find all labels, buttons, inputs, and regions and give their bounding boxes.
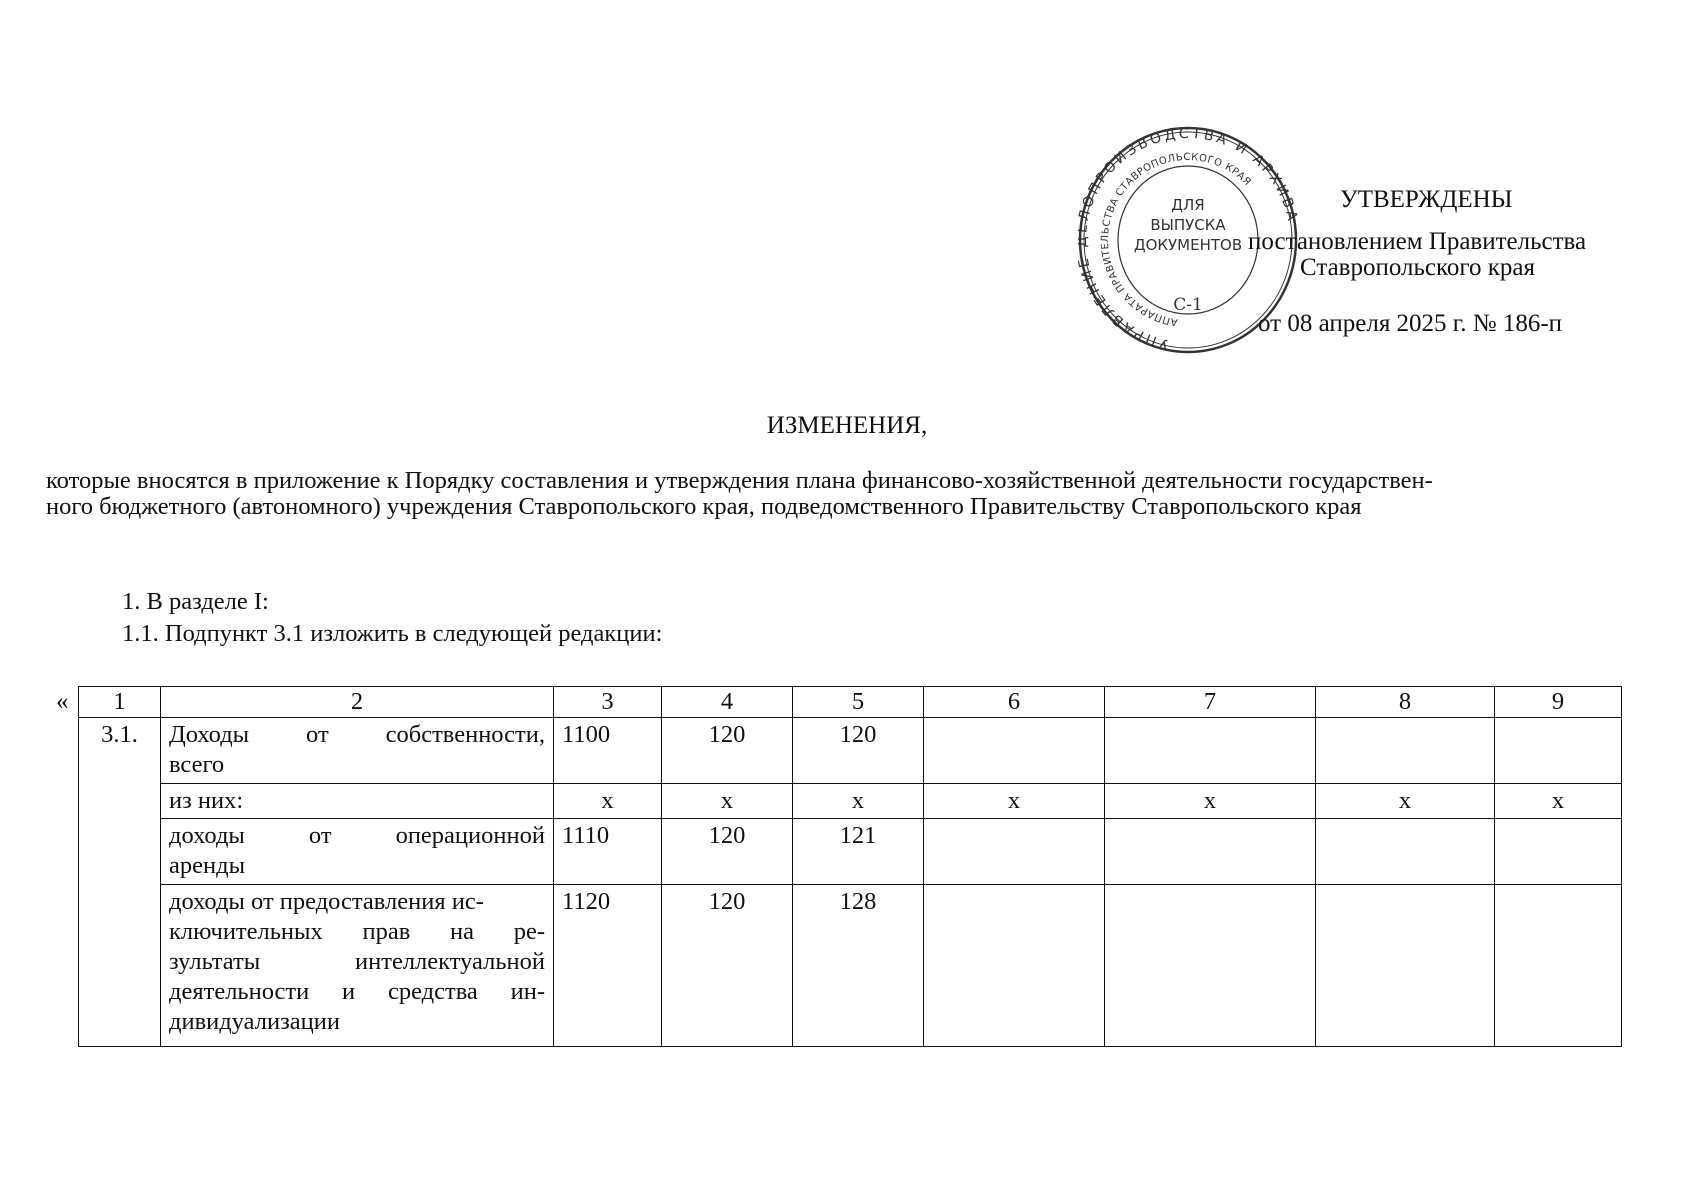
paragraph-section: 1. В разделе I: xyxy=(122,588,269,615)
row-name-line: ключительных прав на ре- xyxy=(169,918,545,945)
table-row xyxy=(79,885,1622,1047)
row-name-line: доходы от операционной xyxy=(169,822,545,849)
row-name-line: аренды xyxy=(169,852,246,879)
cell-col5: 128 xyxy=(793,885,924,1047)
row-name-line: всего xyxy=(169,751,225,778)
header-cell: 1 xyxy=(79,687,161,718)
seal-inner-text: АППАРАТА ПРАВИТЕЛЬСТВА СТАВРОПОЛЬСКОГО КРАЯ xyxy=(1099,151,1253,328)
cell-col7 xyxy=(1105,718,1316,784)
cell-col8: х xyxy=(1316,784,1495,819)
header-cell: 4 xyxy=(662,687,793,718)
cell-col7 xyxy=(1105,819,1316,885)
cell-col9 xyxy=(1495,819,1622,885)
approval-date: от 08 апреля 2025 г. № 186-п xyxy=(1258,310,1563,337)
cell-col3: 1100 xyxy=(554,718,662,784)
cell-col5: 120 xyxy=(793,718,924,784)
cell-col7: х xyxy=(1105,784,1316,819)
cell-col6 xyxy=(924,885,1105,1047)
seal-center-line-2: ВЫПУСКА xyxy=(1150,216,1226,234)
row-name-line: деятельности и средства ин- xyxy=(169,978,545,1005)
seal-code: С-1 xyxy=(1173,295,1203,315)
cell-col4: 120 xyxy=(662,718,793,784)
row-name-cell: из них: xyxy=(161,784,554,819)
cell-col8 xyxy=(1316,885,1495,1047)
table-header-row xyxy=(79,687,1622,718)
cell-col9 xyxy=(1495,718,1622,784)
header-cell: 3 xyxy=(554,687,662,718)
cell-col6: х xyxy=(924,784,1105,819)
table-row xyxy=(79,784,1622,819)
row-name-cell xyxy=(161,819,554,885)
cell-col7 xyxy=(1105,885,1316,1047)
cell-col5: х xyxy=(793,784,924,819)
approved-heading: УТВЕРЖДЕНЫ xyxy=(1340,186,1513,213)
header-cell: 5 xyxy=(793,687,924,718)
table-row xyxy=(79,819,1622,885)
cell-col4: 120 xyxy=(662,885,793,1047)
seal-center-line-3: ДОКУМЕНТОВ xyxy=(1133,236,1243,254)
row-name-line: Доходы от собственности, xyxy=(169,721,545,748)
row-name-cell xyxy=(161,718,554,784)
cell-col4: х xyxy=(662,784,793,819)
cell-col3: х xyxy=(554,784,662,819)
row-name-line: доходы от предоставления ис- xyxy=(169,888,484,915)
row-name-line: дивидуализации xyxy=(169,1008,340,1035)
cell-col6 xyxy=(924,819,1105,885)
header-cell: 7 xyxy=(1105,687,1316,718)
changes-table xyxy=(78,686,1622,1047)
subtitle-line-2: ного бюджетного (автономного) учреждения Ставропольского края, подведомственного Правительству Ставропольского края xyxy=(46,493,1362,520)
row-name-line: зультаты интеллектуальной xyxy=(169,948,545,975)
row-number-cell: 3.1. xyxy=(79,718,161,1047)
subtitle-line-1: которые вносятся в приложение к Порядку составления и утверждения плана финансово-хозяйственной деятельности государствен- xyxy=(46,467,1433,494)
cell-col9: х xyxy=(1495,784,1622,819)
header-cell: 9 xyxy=(1495,687,1622,718)
approval-line-1: постановлением Правительства xyxy=(1248,228,1587,255)
cell-col8 xyxy=(1316,819,1495,885)
approval-line-2: Ставропольского края xyxy=(1300,254,1535,281)
paragraph-subitem: 1.1. Подпункт 3.1 изложить в следующей редакции: xyxy=(122,620,663,647)
table-row xyxy=(79,718,1622,784)
document-title: ИЗМЕНЕНИЯ, xyxy=(766,412,928,439)
opening-quote: « xyxy=(56,688,69,715)
cell-col6 xyxy=(924,718,1105,784)
seal-center-line-1: ДЛЯ xyxy=(1171,196,1205,214)
cell-col3: 1110 xyxy=(554,819,662,885)
cell-col3: 1120 xyxy=(554,885,662,1047)
cell-col4: 120 xyxy=(662,819,793,885)
cell-col8 xyxy=(1316,718,1495,784)
cell-col5: 121 xyxy=(793,819,924,885)
row-name-cell xyxy=(161,885,554,1047)
seal-outer-text: УПРАВЛЕНИ ОПРОИЗВОДСТВА И АРХИВ xyxy=(1078,125,1298,352)
document-subtitle xyxy=(46,468,1656,520)
cell-col9 xyxy=(1495,885,1622,1047)
header-cell: 2 xyxy=(161,687,554,718)
header-cell: 8 xyxy=(1316,687,1495,718)
header-cell: 6 xyxy=(924,687,1105,718)
